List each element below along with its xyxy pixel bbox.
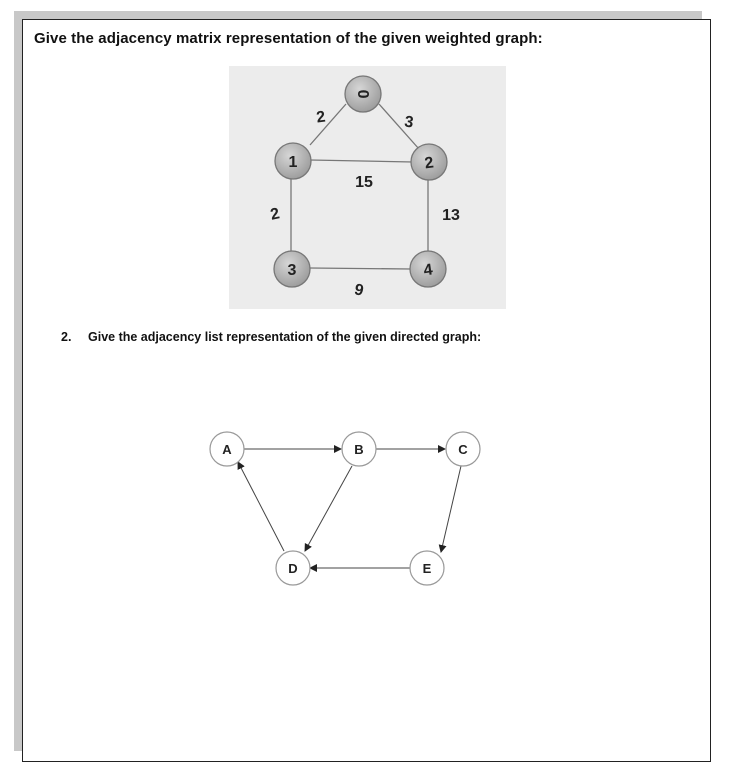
node-A (210, 432, 244, 466)
weight-1-2: 15 (355, 174, 373, 191)
weight-1-3: 2 (268, 205, 282, 224)
node-E-label: E (422, 561, 432, 576)
edge-C-E (441, 466, 461, 552)
edge-D-A (238, 462, 284, 551)
directed-graph-svg (23, 20, 710, 761)
node-E (410, 551, 444, 585)
edge-B-D (305, 466, 352, 551)
node-B (342, 432, 376, 466)
node-D-label: D (288, 561, 298, 576)
question-2-number: 2. (61, 330, 72, 344)
node-4-label: 4 (422, 261, 434, 280)
node-C (446, 432, 480, 466)
node-2-label: 2 (423, 154, 435, 173)
weight-3-4: 9 (352, 281, 366, 300)
node-C-label: C (458, 442, 468, 457)
node-A-label: A (222, 442, 232, 457)
question-1-title: Give the adjacency matrix representation of the given weighted graph: (34, 30, 543, 47)
weight-2-4: 13 (442, 207, 460, 224)
weight-0-1: 2 (315, 108, 327, 127)
weight-0-2: 3 (403, 113, 415, 132)
node-3-label: 3 (287, 262, 297, 279)
node-1-label: 1 (288, 154, 298, 171)
node-B-label: B (354, 442, 364, 457)
node-D (276, 551, 310, 585)
document-page (22, 19, 711, 762)
question-2-text: Give the adjacency list representation of the given directed graph: (88, 330, 482, 344)
node-0-label: 0 (356, 89, 373, 99)
